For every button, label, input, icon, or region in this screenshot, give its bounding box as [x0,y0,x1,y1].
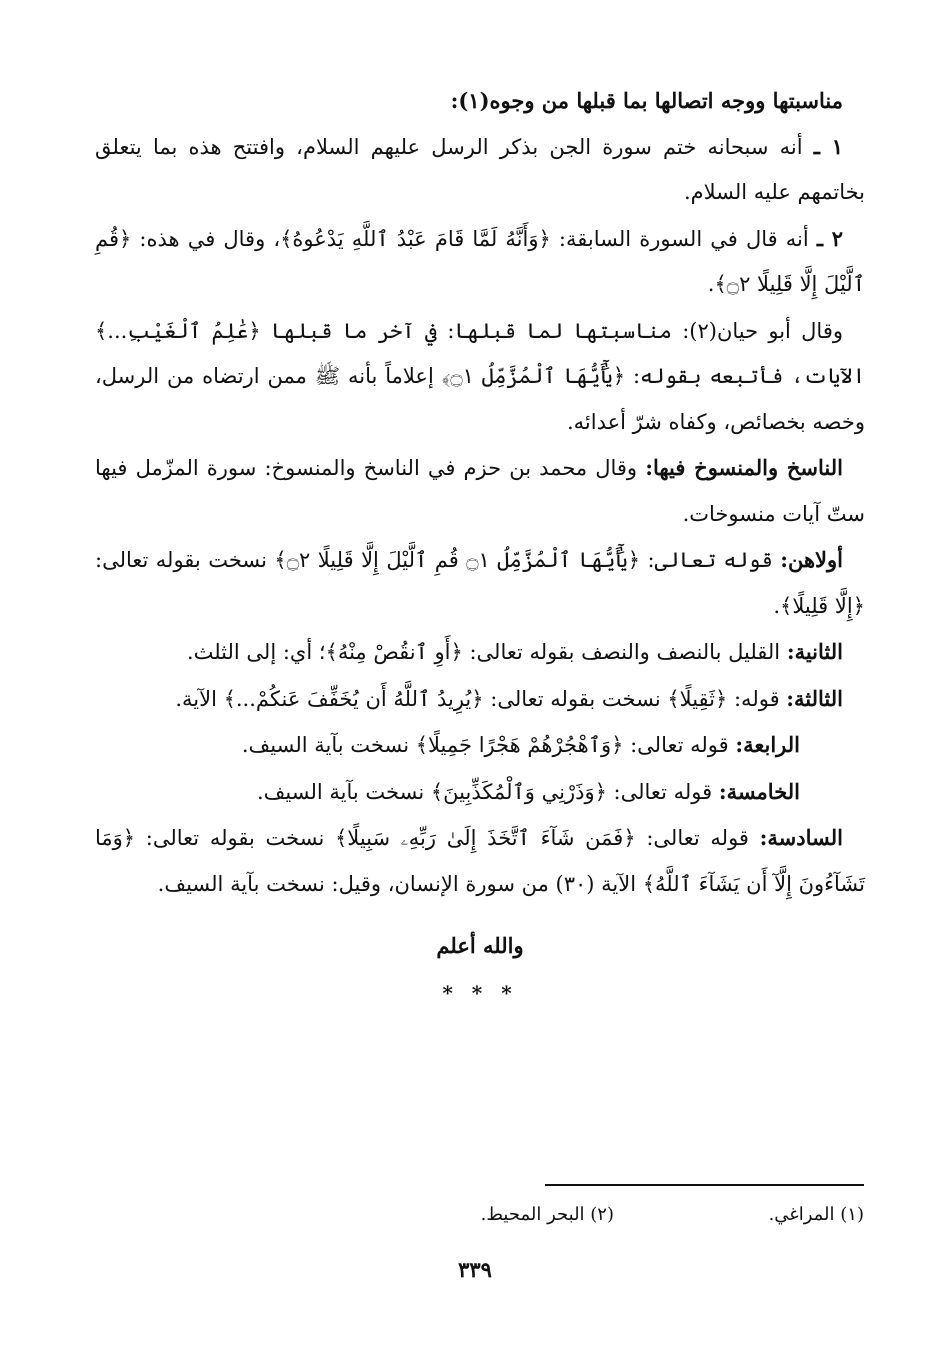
paragraph-text: قوله تعالى: ﴿فَمَن شَآءَ ٱتَّخَذَ إِلَىٰ رَبِّهِۦ سَبِيلًا﴾ نسخت بقوله تعالى: ﴿وَمَا تَشَآءُونَ إِلَّآ أَن يَشَآءَ ٱللَّهُ﴾ الآية (٣٠) من سورة الإنسان، وقيل: نسخت بآية السيف. [95,826,865,896]
paragraph-lead: الثالثة: [786,685,843,711]
paragraph-lead: ١ ـ [813,133,843,159]
paragraph-lead: السادسة: [759,825,843,850]
footnotes [300,1200,864,1234]
paragraph-6 [95,629,865,676]
paragraph-9 [95,769,865,816]
paragraph-text: قوله تعالى: ﴿وَٱهْجُرْهُمْ هَجْرًا جَمِيلًا﴾ نسخت بآية السيف. [241,733,736,757]
paragraph-text: القليل بالنصف والنصف بقوله تعالى: ﴿أَوِ ٱنقُصْ مِنْهُ﴾؛ أي: إلى الثلث. [186,640,787,664]
paragraph-text: وقال محمد بن حزم في الناسخ والمنسوخ: سورة المزّمل فيها ستّ آيات منسوخات. [95,456,865,526]
paragraph-10 [95,815,865,907]
paragraph-text: قوله تعالى: ﴿وَذَرْنِي وَٱلْمُكَذِّبِينَ﴾ نسخت بآية السيف. [257,779,719,804]
paragraph-4 [95,445,865,537]
paragraph-7 [95,676,865,723]
paragraph-text: قوله: ﴿ثَقِيلًا﴾ نسخت بقوله تعالى: ﴿يُرِيدُ ٱللَّهُ أَن يُخَفِّفَ عَنكُمْ...﴾ الآية. [175,686,787,711]
footnote-2: (٢) البحر المحيط. [480,1204,614,1225]
paragraph-lead: الخامسة: [718,778,800,804]
paragraph-1 [95,124,865,216]
paragraph-text: وقال أبو حيان(٢): مناسبتها لما قبلها: في آخر ما قبلها ﴿عَٰلِمُ ٱلْغَيْبِ...﴾ الآيات، فأتبعه بقوله: ﴿يَٰٓأَيُّهَا ٱلْمُزَّمِّلُ ۝١﴾ إعلاماً بأنه ﷺ ممن ارتضاه من الرسل، وخصه بخصائص، وكفاه شرّ أعدائه. [95,318,865,434]
paragraph-lead: الناسخ والمنسوخ فيها: [645,455,843,480]
section-separator: * * * [442,980,518,1005]
paragraph-text: أنه قال في السورة السابقة: ﴿وَأَنَّهُ لَمَّا قَامَ عَبْدُ ٱللَّهِ يَدْعُوهُ﴾، وقال في هذه: ﴿قُمِ ٱلَّيْلَ إِلَّا قَلِيلًا ۝٢﴾. [95,226,865,296]
paragraph-lead: الثانية: [786,639,843,664]
paragraph-5 [95,537,865,629]
section-heading: مناسبتها ووجه اتصالها بما قبلها من وجوه(١): [450,88,843,113]
main-text [95,78,865,1016]
page-number: ٣٣٩ [458,1257,492,1282]
paragraph-lead: ٢ ـ [816,225,843,251]
paragraph-lead: الرابعة: [735,732,800,757]
paragraph-2 [95,216,865,308]
paragraph-text: قوله تعالى: ﴿يَٰٓأَيُّهَا ٱلْمُزَّمِّلُ ۝١ قُمِ ٱلَّيْلَ إِلَّا قَلِيلًا ۝٢﴾ نسخت بقوله تعالى: ﴿إِلَّا قَلِيلًا﴾. [95,548,865,618]
footnote-divider [545,1184,864,1186]
paragraph-8 [95,722,865,769]
paragraph-text: أنه سبحانه ختم سورة الجن بذكر الرسل عليهم السلام، وافتتح هذه بما يتعلق بخاتمهم عليه السلام. [95,134,865,204]
paragraph-3 [95,308,865,446]
closing-phrase: والله أعلم [436,933,524,958]
paragraph-lead: أولاهن: [780,547,843,572]
footnote-1: (١) المراغي. [768,1204,864,1225]
